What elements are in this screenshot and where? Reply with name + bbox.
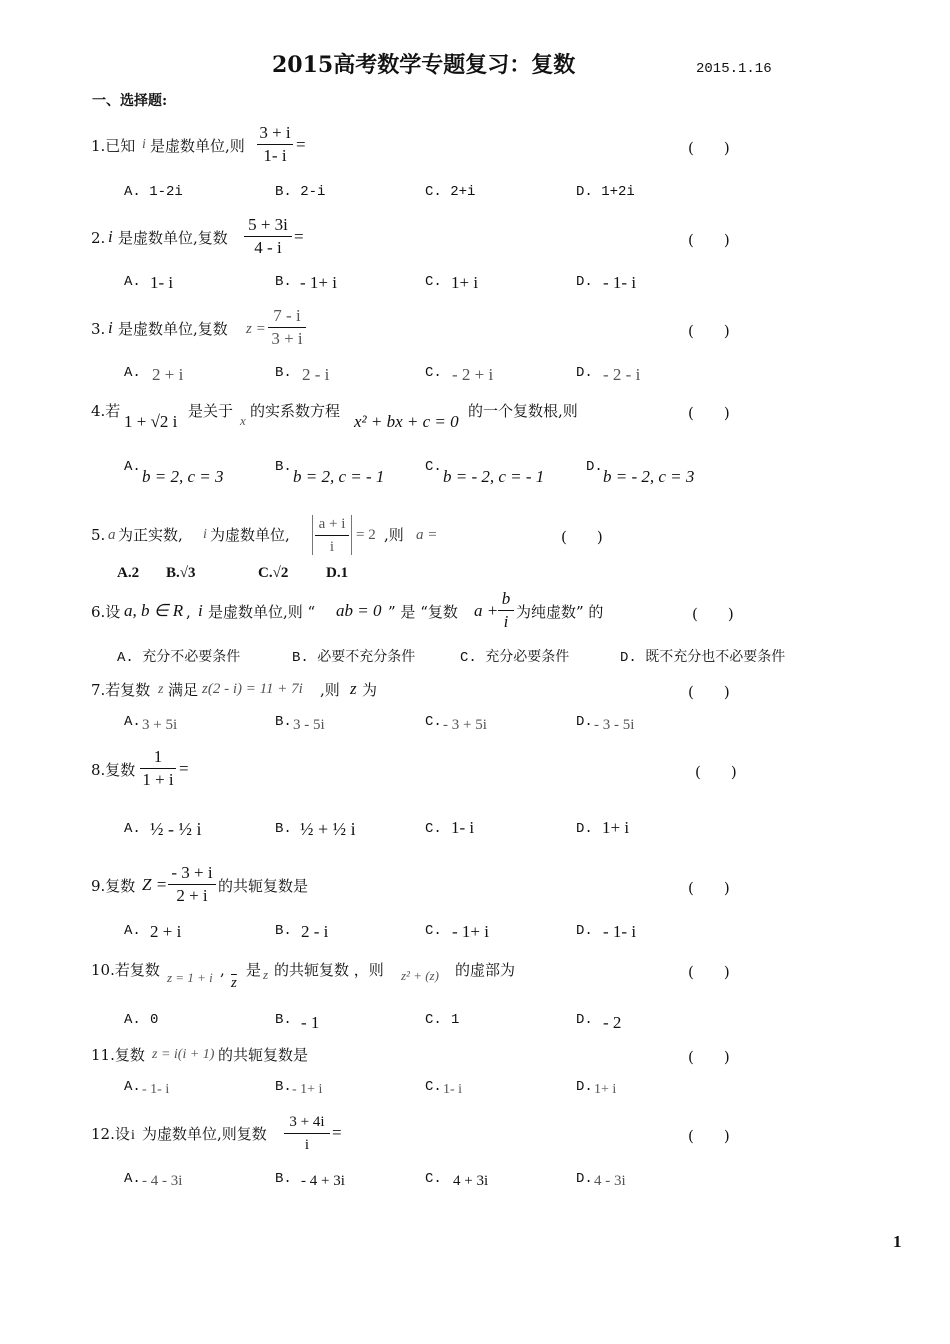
q12-option-d: 4 - 3i [594, 1173, 626, 1189]
q7-answer-blank: ( ) [688, 683, 730, 701]
q9-option-b: 2 - i [301, 922, 329, 941]
q9-numerator: - 3 + i [168, 864, 216, 885]
q10-option-a: 0 [150, 1012, 159, 1028]
q3-option-c: - 2 + i [452, 365, 494, 384]
q5-option-d: D.1 [326, 565, 349, 581]
q10-stem-a: 10.若复数 [91, 961, 160, 979]
q5-abs-left [312, 515, 313, 555]
q7-label-c: C. [425, 714, 442, 730]
q7-equation: z(2 - i) = 11 + 7i [202, 681, 303, 697]
q5-stem-a: 5. [91, 526, 106, 544]
q2-equals: = [294, 227, 304, 246]
q4-stem-c: 的实系数方程 [250, 402, 341, 420]
q4-label-a: A. [124, 459, 141, 475]
q7-stem-c: ,则 [320, 681, 340, 699]
q6-numerator: b [498, 590, 514, 611]
q10-label-c: C. [425, 1012, 442, 1028]
q2-var-i: i [108, 227, 113, 246]
q12-option-a: - 4 - 3i [142, 1173, 183, 1189]
q8-label-d: D. [576, 821, 593, 837]
q1-var-i: i [142, 137, 146, 152]
q6-stem-e: 为纯虚数” 的 [516, 603, 604, 621]
q6-stem-a: 6.设 [91, 603, 121, 621]
q6-stem-c: 是虚数单位,则 “ [208, 603, 316, 621]
q1-option-b: B. 2-i [275, 184, 326, 200]
q3-label-a: A. [124, 365, 141, 381]
q2-denominator: 4 - i [254, 238, 282, 257]
q1-denominator: 1- i [263, 146, 287, 165]
q5-var-a: a [108, 527, 116, 543]
q8-option-a: ½ - ½ i [150, 819, 202, 839]
q6-option-c: C. 充分必要条件 [460, 650, 570, 666]
q12-equals: = [332, 1123, 342, 1142]
q10-answer-blank: ( ) [688, 963, 730, 981]
q7-option-a: 3 + 5i [142, 717, 178, 733]
q10-label-b: B. [275, 1012, 292, 1028]
q1-numerator: 3 + i [257, 124, 293, 145]
q8-label-b: B. [275, 821, 292, 837]
q12-option-c: 4 + 3i [453, 1173, 489, 1189]
q4-option-a: b = 2, c = 3 [142, 467, 224, 486]
q1-option-a: A. 1-2i [124, 184, 183, 200]
q8-label-a: A. [124, 821, 141, 837]
date-label: 2015.1.16 [696, 61, 772, 77]
q3-var-i: i [108, 318, 113, 337]
q10-option-d: - 2 [603, 1013, 622, 1032]
q8-numerator: 1 [140, 748, 176, 769]
q10-stem-e: 的虚部为 [455, 961, 516, 979]
q7-label-b: B. [275, 714, 292, 730]
q7-var-z: z [158, 682, 164, 697]
q2-label-c: C. [425, 274, 442, 290]
q1-fraction [257, 124, 293, 165]
q7-option-b: 3 - 5i [293, 717, 325, 733]
q6-option-a: A. 充分不必要条件 [117, 650, 241, 666]
q12-stem-a: 12.设 [91, 1125, 130, 1143]
q12-answer-blank: ( ) [688, 1127, 730, 1145]
q10-expression: z² + (z) [401, 968, 439, 983]
q6-var-i: i [198, 601, 203, 620]
q4-option-d: b = - 2, c = 3 [603, 467, 695, 486]
q10-stem-b: , [220, 961, 225, 979]
q11-label-b: B. [275, 1079, 292, 1095]
q10-label-d: D. [576, 1012, 593, 1028]
q6-fraction [498, 590, 514, 631]
q3-stem-a: 3. [91, 320, 106, 338]
page-number: 1 [893, 1232, 902, 1251]
q11-definition: z = i(i + 1) [152, 1047, 215, 1062]
q1-answer-blank: ( ) [688, 139, 730, 157]
q1-stem-a: 1.已知 [91, 137, 136, 155]
q12-label-b: B. [275, 1171, 292, 1187]
q3-option-d: - 2 - i [603, 365, 641, 384]
q6-vars: a, b ∈ R [124, 601, 184, 620]
q12-label-d: D. [576, 1171, 593, 1187]
q10-option-b: - 1 [301, 1013, 320, 1032]
q9-answer-blank: ( ) [688, 879, 730, 897]
q1-equals: = [296, 135, 306, 154]
q11-answer-blank: ( ) [688, 1048, 730, 1066]
q4-option-c: b = - 2, c = - 1 [443, 467, 545, 486]
q2-stem-b: 是虚数单位,复数 [118, 229, 228, 247]
q6-denominator: i [503, 612, 509, 631]
q5-fraction [315, 515, 349, 556]
q5-stem-c: 为虚数单位, [210, 526, 290, 544]
q7-var-z2: z [350, 679, 357, 698]
q9-label-d: D. [576, 923, 593, 939]
q8-option-b: ½ + ½ i [300, 819, 356, 839]
q11-stem-b: 的共轭复数是 [218, 1046, 309, 1064]
q5-numerator: a + i [315, 515, 349, 536]
q2-label-b: B. [275, 274, 292, 290]
q5-answer-blank: ( ) [561, 528, 603, 546]
q9-label-a: A. [124, 923, 141, 939]
q3-stem-b: 是虚数单位,复数 [118, 320, 228, 338]
q2-label-a: A. [124, 274, 141, 290]
q7-option-d: - 3 - 5i [594, 717, 635, 733]
q3-option-a: 2 + i [152, 365, 184, 384]
q5-option-c: C.√2 [258, 565, 289, 581]
q8-equals: = [179, 759, 189, 778]
q6-stem-d: ” 是 “复数 [388, 603, 458, 621]
q4-stem-d: 的一个复数根,则 [468, 402, 578, 420]
q8-fraction [140, 748, 176, 789]
q9-z-label: Z = [142, 875, 168, 894]
q11-stem-a: 11.复数 [91, 1046, 145, 1064]
q5-denominator: i [329, 539, 335, 555]
q6-answer-blank: ( ) [692, 605, 734, 623]
q6-expr: a + [474, 601, 499, 620]
q4-equation: x² + bx + c = 0 [354, 412, 459, 431]
q8-denominator: 1 + i [142, 770, 174, 789]
q11-option-c: 1- i [443, 1082, 463, 1097]
q10-label-a: A. [124, 1012, 141, 1028]
q1-option-c: C. 2+i [425, 184, 476, 200]
q1-option-d: D. 1+2i [576, 184, 635, 200]
q6-option-d: D. 既不充分也不必要条件 [620, 650, 786, 666]
q7-stem-b: 满足 [168, 681, 199, 699]
q3-denominator: 3 + i [271, 329, 303, 348]
page-title: 2015高考数学专题复习：复数 [272, 52, 576, 78]
q5-abs-right [351, 515, 352, 555]
q12-var-i: i [131, 1128, 135, 1143]
q4-answer-blank: ( ) [688, 404, 730, 422]
q7-stem-a: 7.若复数 [91, 681, 151, 699]
q3-numerator: 7 - i [268, 307, 306, 328]
q9-option-a: 2 + i [150, 922, 182, 941]
q3-answer-blank: ( ) [688, 322, 730, 340]
q11-option-b: - 1+ i [292, 1082, 323, 1097]
q9-denominator: 2 + i [176, 886, 208, 905]
q12-numerator: 3 + 4i [284, 1113, 330, 1134]
q2-option-d: - 1- i [603, 273, 637, 292]
q9-stem-b: 的共轭复数是 [218, 877, 309, 895]
q10-z-bar: $\overline{z}$ [231, 975, 237, 991]
q11-label-d: D. [576, 1079, 593, 1095]
q12-stem-b: 为虚数单位,则复数 [142, 1125, 267, 1143]
q8-option-c: 1- i [451, 818, 475, 837]
q11-label-a: A. [124, 1079, 141, 1095]
q10-option-c: 1 [451, 1012, 460, 1028]
q2-option-c: 1+ i [451, 273, 479, 292]
q4-stem-b: 是关于 [188, 402, 234, 420]
q10-stem-c: 是 [246, 961, 262, 979]
q2-stem-a: 2. [91, 229, 106, 247]
q3-label-b: B. [275, 365, 292, 381]
q4-root: 1 + √2 i [124, 412, 178, 431]
q7-option-c: - 3 + 5i [443, 717, 487, 733]
q8-label-c: C. [425, 821, 442, 837]
q3-fraction [268, 307, 306, 348]
q3-z-label: z = [246, 321, 266, 337]
q10-var-z: z [263, 967, 269, 982]
q12-option-b: - 4 + 3i [301, 1173, 345, 1189]
q4-label-c: C. [425, 459, 442, 475]
q4-stem-a: 4.若 [91, 402, 121, 420]
q4-label-b: B. [275, 459, 292, 475]
q12-label-a: A. [124, 1171, 141, 1187]
q2-fraction [244, 216, 292, 257]
q5-stem-d: ,则 [384, 526, 404, 544]
q11-option-d: 1+ i [594, 1082, 617, 1097]
q5-var-i: i [203, 527, 207, 542]
q4-label-d: D. [586, 459, 603, 475]
q9-stem-a: 9.复数 [91, 877, 136, 895]
q2-option-b: - 1+ i [300, 273, 337, 292]
q11-label-c: C. [425, 1079, 442, 1095]
q7-stem-d: 为 [362, 681, 378, 699]
q12-fraction [284, 1113, 330, 1154]
q6-option-b: B. 必要不充分条件 [292, 650, 416, 666]
q9-label-b: B. [275, 923, 292, 939]
q2-option-a: 1- i [150, 273, 174, 292]
q11-option-a: - 1- i [142, 1082, 170, 1097]
q9-option-c: - 1+ i [452, 922, 489, 941]
q2-numerator: 5 + 3i [244, 216, 292, 237]
q10-stem-d: 的共轭复数 ，则 [274, 961, 384, 979]
q7-label-d: D. [576, 714, 593, 730]
q8-option-d: 1+ i [602, 818, 630, 837]
q1-stem-b: 是虚数单位,则 [150, 137, 245, 155]
q5-tail: a = [416, 527, 438, 543]
q4-option-b: b = 2, c = - 1 [293, 467, 385, 486]
q8-stem-a: 8.复数 [91, 761, 136, 779]
q6-condition: ab = 0 [336, 601, 382, 620]
q5-option-b: B.√3 [166, 565, 196, 581]
q3-label-d: D. [576, 365, 593, 381]
q4-var-x: x [240, 413, 246, 428]
q12-denominator: i [304, 1137, 310, 1153]
q9-label-c: C. [425, 923, 442, 939]
q2-answer-blank: ( ) [688, 231, 730, 249]
section-heading: 一、选择题: [92, 93, 168, 109]
q5-equals-two: = 2 [356, 527, 376, 543]
q5-stem-b: 为正实数, [118, 526, 183, 544]
q5-option-a: A.2 [117, 565, 140, 581]
q10-definition: z = 1 + i [167, 970, 213, 985]
q8-answer-blank: ( ) [695, 763, 737, 781]
q3-label-c: C. [425, 365, 442, 381]
q12-label-c: C. [425, 1171, 442, 1187]
q2-label-d: D. [576, 274, 593, 290]
q9-fraction [168, 864, 216, 905]
q9-option-d: - 1- i [603, 922, 637, 941]
q6-stem-b: , [186, 603, 191, 621]
q3-option-b: 2 - i [302, 365, 330, 384]
q7-label-a: A. [124, 714, 141, 730]
